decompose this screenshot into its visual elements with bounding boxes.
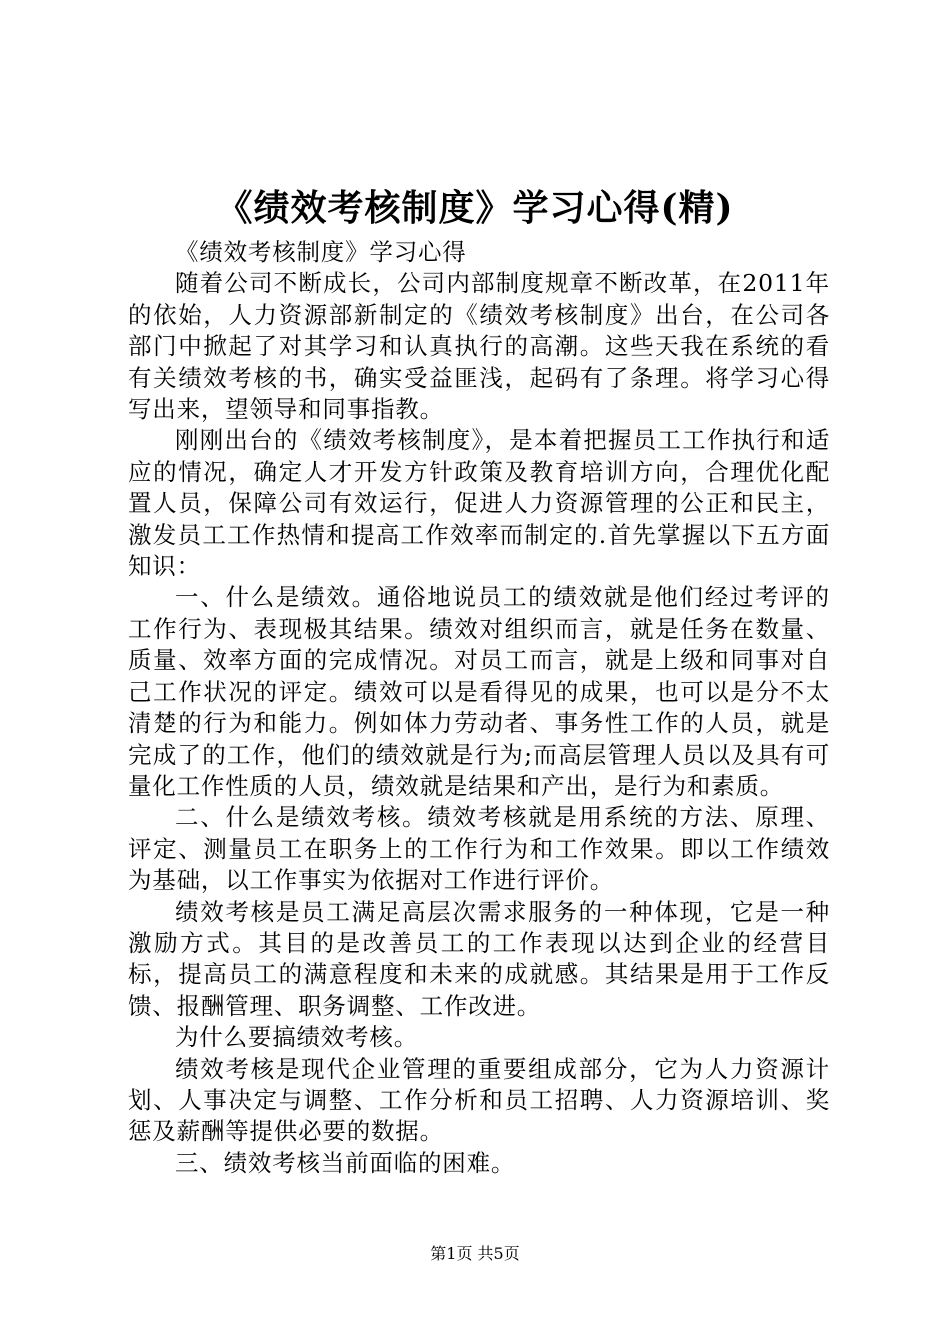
page-number-footer: 第1页 共5页 bbox=[430, 1244, 520, 1263]
paragraph: 绩效考核是现代企业管理的重要组成部分，它为人力资源计划、人事决定与调整、工作分析和员工招聘、人力资源培训、奖惩及薪酬等提供必要的数据。 bbox=[128, 1054, 830, 1146]
paragraph: 绩效考核是员工满足高层次需求服务的一种体现，它是一种激励方式。其目的是改善员工的工作表现以达到企业的经营目标，提高员工的满意程度和未来的成就感。其结果是用于工作反馈、报酬管理、职务调整、工作改进。 bbox=[128, 897, 830, 1020]
paragraph: 二、什么是绩效考核。绩效考核就是用系统的方法、原理、评定、测量员工在职务上的工作行为和工作效果。即以工作绩效为基础，以工作事实为依据对工作进行评价。 bbox=[128, 803, 830, 895]
document-title: 《绩效考核制度》学习心得(精) bbox=[216, 187, 734, 229]
paragraph-subtitle: 《绩效考核制度》学习心得 bbox=[175, 238, 467, 266]
paragraph: 为什么要搞绩效考核。 bbox=[175, 1023, 418, 1052]
paragraph: 随着公司不断成长，公司内部制度规章不断改革，在2011年的依始，人力资源部新制定的《绩效考核制度》出台，在公司各部门中掀起了对其学习和认真执行的高潮。这些天我在系统的看有关绩效考核的书，确实受益匪浅，起码有了条理。将学习心得写出来，望领导和同事指教。 bbox=[128, 269, 830, 424]
paragraph: 一、什么是绩效。通俗地说员工的绩效就是他们经过考评的工作行为、表现极其结果。绩效对组织而言，就是任务在数量、质量、效率方面的完成情况。对员工而言，就是上级和同事对自己工作状况的评定。绩效可以是看得见的成果，也可以是分不太清楚的行为和能力。例如体力劳动者、事务性工作的人员，就是完成了的工作，他们的绩效就是行为;而高层管理人员以及具有可量化工作性质的人员，绩效就是结果和产出，是行为和素质。 bbox=[128, 583, 830, 800]
paragraph: 刚刚出台的《绩效考核制度》，是本着把握员工工作执行和适应的情况，确定人才开发方针政策及教育培训方向，合理优化配置人员，保障公司有效运行，促进人力资源管理的公正和民主，激发员工工作热情和提高工作效率而制定的.首先掌握以下五方面知识： bbox=[128, 426, 830, 581]
document-body bbox=[128, 237, 830, 1179]
paragraph: 三、绩效考核当前面临的困难。 bbox=[175, 1148, 516, 1177]
